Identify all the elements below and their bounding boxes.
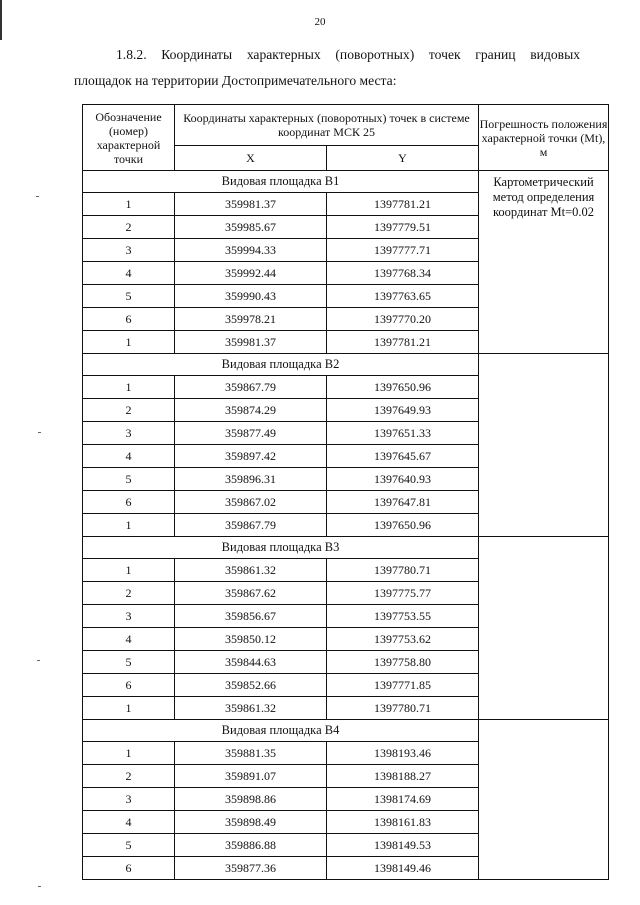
coord-y: 1397753.62 xyxy=(327,628,479,651)
section-row xyxy=(83,537,609,559)
coord-y: 1397780.71 xyxy=(327,559,479,582)
header-designation: Обозначение (номер) характерной точки xyxy=(83,105,175,171)
header-coordinates: Координаты характерных (поворотных) точек в системе координат МСК 25 xyxy=(175,105,479,146)
coord-y: 1397649.93 xyxy=(327,399,479,422)
point-number: 1 xyxy=(83,376,175,399)
coord-y: 1398174.69 xyxy=(327,788,479,811)
coord-y: 1398149.53 xyxy=(327,834,479,857)
coord-x: 359867.79 xyxy=(175,376,327,399)
point-number: 4 xyxy=(83,445,175,468)
coord-y: 1397780.71 xyxy=(327,697,479,720)
coord-x: 359852.66 xyxy=(175,674,327,697)
section-heading-line-2: площадок на территории Достопримечательного места: xyxy=(74,73,397,88)
error-cell-empty xyxy=(479,537,609,720)
coord-y: 1397775.77 xyxy=(327,582,479,605)
coord-x: 359990.43 xyxy=(175,285,327,308)
coord-y: 1397753.55 xyxy=(327,605,479,628)
scan-speck xyxy=(37,660,40,661)
coord-x: 359985.67 xyxy=(175,216,327,239)
section-heading xyxy=(74,42,580,94)
coord-x: 359992.44 xyxy=(175,262,327,285)
coord-y: 1397640.93 xyxy=(327,468,479,491)
coord-y: 1397781.21 xyxy=(327,193,479,216)
point-number: 3 xyxy=(83,605,175,628)
point-number: 2 xyxy=(83,582,175,605)
coord-y: 1398193.46 xyxy=(327,742,479,765)
section-row xyxy=(83,720,609,742)
coord-x: 359981.37 xyxy=(175,331,327,354)
point-number: 6 xyxy=(83,491,175,514)
scan-speck xyxy=(38,432,41,433)
section-title: Видовая площадка В2 xyxy=(83,354,479,376)
point-number: 1 xyxy=(83,193,175,216)
coord-y: 1397651.33 xyxy=(327,422,479,445)
coord-x: 359898.49 xyxy=(175,811,327,834)
coord-y: 1397763.65 xyxy=(327,285,479,308)
coord-y: 1397781.21 xyxy=(327,331,479,354)
point-number: 1 xyxy=(83,742,175,765)
point-number: 5 xyxy=(83,285,175,308)
error-cell-empty xyxy=(479,720,609,880)
point-number: 6 xyxy=(83,674,175,697)
point-number: 5 xyxy=(83,834,175,857)
coord-x: 359886.88 xyxy=(175,834,327,857)
coord-x: 359867.62 xyxy=(175,582,327,605)
coord-x: 359881.35 xyxy=(175,742,327,765)
point-number: 4 xyxy=(83,628,175,651)
coord-x: 359981.37 xyxy=(175,193,327,216)
point-number: 4 xyxy=(83,262,175,285)
table-body xyxy=(83,171,609,880)
coord-y: 1397770.20 xyxy=(327,308,479,331)
error-cell-empty xyxy=(479,354,609,537)
coord-x: 359861.32 xyxy=(175,559,327,582)
point-number: 5 xyxy=(83,468,175,491)
point-number: 6 xyxy=(83,308,175,331)
point-number: 2 xyxy=(83,399,175,422)
section-title: Видовая площадка В1 xyxy=(83,171,479,193)
coord-y: 1397647.81 xyxy=(327,491,479,514)
point-number: 2 xyxy=(83,765,175,788)
coord-x: 359844.63 xyxy=(175,651,327,674)
coord-x: 359856.67 xyxy=(175,605,327,628)
point-number: 1 xyxy=(83,331,175,354)
point-number: 6 xyxy=(83,857,175,880)
point-number: 5 xyxy=(83,651,175,674)
coord-y: 1398161.83 xyxy=(327,811,479,834)
point-number: 1 xyxy=(83,697,175,720)
section-title: Видовая площадка В3 xyxy=(83,537,479,559)
coord-x: 359994.33 xyxy=(175,239,327,262)
coord-y: 1397650.96 xyxy=(327,514,479,537)
section-row xyxy=(83,171,609,193)
section-title: Видовая площадка В4 xyxy=(83,720,479,742)
page-number: 20 xyxy=(314,16,326,28)
coord-x: 359898.86 xyxy=(175,788,327,811)
point-number: 3 xyxy=(83,422,175,445)
coord-x: 359877.49 xyxy=(175,422,327,445)
point-number: 2 xyxy=(83,216,175,239)
header-x: X xyxy=(175,146,327,171)
coord-y: 1397645.67 xyxy=(327,445,479,468)
point-number: 4 xyxy=(83,811,175,834)
error-note: Картометрический метод определения координат Mt=0.02 xyxy=(479,171,609,354)
coord-x: 359850.12 xyxy=(175,628,327,651)
coord-x: 359874.29 xyxy=(175,399,327,422)
coord-y: 1398149.46 xyxy=(327,857,479,880)
coord-x: 359867.02 xyxy=(175,491,327,514)
coord-y: 1397777.71 xyxy=(327,239,479,262)
coord-x: 359877.36 xyxy=(175,857,327,880)
coord-y: 1397771.85 xyxy=(327,674,479,697)
section-heading-line-1: 1.8.2. Координаты характерных (поворотных) точек границ видовых xyxy=(116,47,580,62)
section-row xyxy=(83,354,609,376)
coord-x: 359891.07 xyxy=(175,765,327,788)
header-error: Погрешность положения характерной точки (Mt), м xyxy=(479,105,609,171)
coord-y: 1397650.96 xyxy=(327,376,479,399)
coord-x: 359867.79 xyxy=(175,514,327,537)
point-number: 3 xyxy=(83,788,175,811)
coord-x: 359978.21 xyxy=(175,308,327,331)
coordinates-table xyxy=(82,104,609,880)
coord-x: 359897.42 xyxy=(175,445,327,468)
coord-y: 1397779.51 xyxy=(327,216,479,239)
point-number: 1 xyxy=(83,514,175,537)
coord-y: 1397758.80 xyxy=(327,651,479,674)
coord-x: 359896.31 xyxy=(175,468,327,491)
coord-y: 1398188.27 xyxy=(327,765,479,788)
scan-speck xyxy=(36,196,39,197)
scan-speck xyxy=(38,886,41,887)
coord-y: 1397768.34 xyxy=(327,262,479,285)
point-number: 1 xyxy=(83,559,175,582)
coord-x: 359861.32 xyxy=(175,697,327,720)
header-y: Y xyxy=(327,146,479,171)
point-number: 3 xyxy=(83,239,175,262)
